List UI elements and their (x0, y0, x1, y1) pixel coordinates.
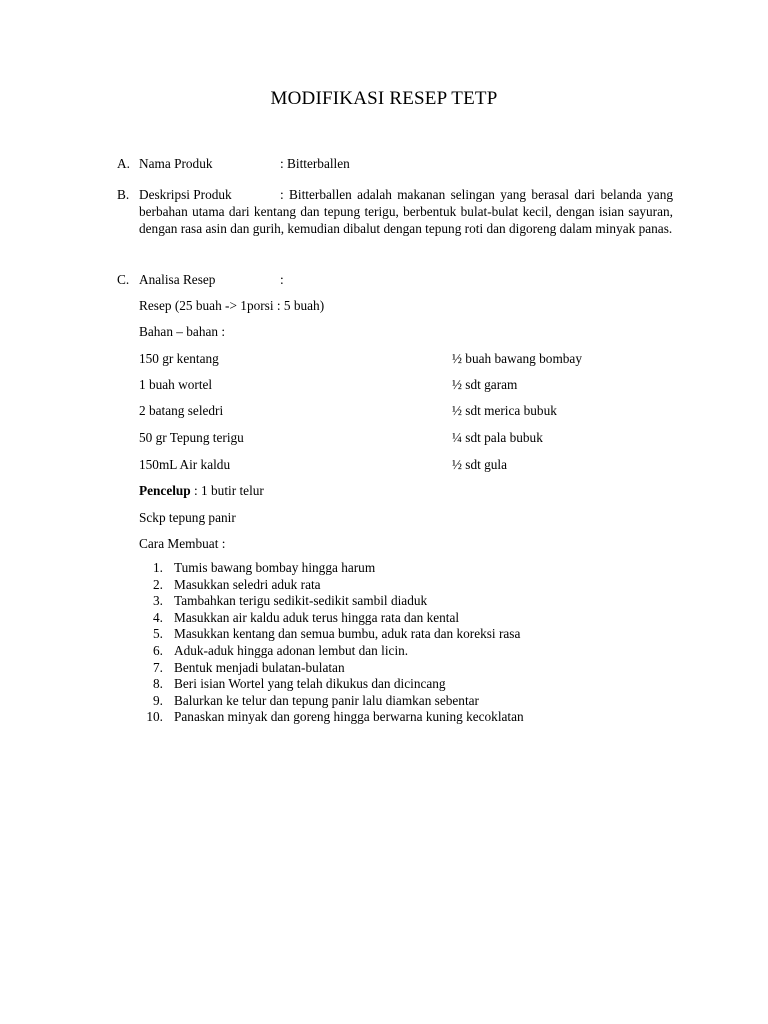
ingredient-left: 150mL Air kaldu (139, 457, 231, 472)
section-a-label: Nama Produk (139, 156, 213, 171)
step-text: Aduk-aduk hingga adonan lembut dan licin. (174, 642, 409, 658)
document-title: MODIFIKASI RESEP TETP (270, 88, 498, 109)
step-number: 3. (153, 593, 163, 609)
step-number: 1. (153, 560, 163, 575)
step-text: Tumis bawang bombay hingga harum (174, 560, 376, 575)
step-number: 7. (153, 659, 163, 675)
ingredient-right: ½ buah bawang bombay (452, 351, 582, 366)
section-c-colon: : (280, 272, 284, 287)
recipe-serving: Resep (25 buah -> 1porsi : 5 buah) (139, 298, 325, 313)
ingredient-left: 50 gr Tepung terigu (139, 430, 244, 445)
ingredients-heading: Bahan – bahan : (139, 324, 226, 339)
ingredient-right: ½ sdt merica bubuk (452, 403, 557, 418)
section-b-description (139, 186, 673, 237)
section-b-label: Deskripsi Produk (139, 187, 232, 202)
step-number: 10. (146, 709, 163, 725)
ingredient-right: ½ sdt gula (452, 457, 508, 472)
dip-value: : 1 butir telur (190, 483, 264, 498)
dip-line (139, 482, 264, 499)
step-text: Balurkan ke telur dan tepung panir lalu diamkan sebentar (174, 692, 479, 708)
ingredient-right: ¼ sdt pala bubuk (452, 430, 543, 445)
step-text: Masukkan kentang dan semua bumbu, aduk rata dan koreksi rasa (174, 626, 521, 642)
step-text: Tambahkan terigu sedikit-sedikit sambil diaduk (174, 593, 428, 609)
ingredient-left: 2 batang seledri (139, 403, 224, 418)
coating-line: Sckp tepung panir (139, 510, 236, 525)
section-b-marker: B. (117, 187, 130, 202)
step-number: 5. (153, 626, 163, 642)
step-number: 8. (153, 676, 163, 692)
section-a-value: : Bitterballen (280, 156, 350, 171)
step-text: Masukkan air kaldu aduk terus hingga rata dan kental (174, 609, 460, 625)
dip-label: Pencelup (139, 483, 191, 498)
section-c-label: Analisa Resep (139, 272, 216, 287)
ingredient-right: ½ sdt garam (452, 377, 518, 392)
section-a-marker: A. (117, 156, 130, 171)
step-number: 4. (153, 609, 163, 625)
ingredient-left: 150 gr kentang (139, 351, 219, 366)
step-number: 9. (153, 692, 163, 708)
step-text: Beri isian Wortel yang telah dikukus dan dicincang (174, 676, 446, 692)
step-text: Bentuk menjadi bulatan-bulatan (174, 659, 345, 675)
method-heading: Cara Membuat : (139, 536, 226, 551)
section-c-marker: C. (117, 272, 130, 287)
ingredient-left: 1 buah wortel (139, 377, 213, 392)
step-number: 6. (153, 642, 163, 658)
section-b-value: : Bitterballen adalah makanan selingan yang berasal dari belanda yang berbahan utama dari kentang dan tepung terigu, berbentuk bulat-bulat kecil, dengan isian sayuran, dengan rasa asin dan gurih, kemudian dibalut dengan tepung roti dan digoreng dalam minyak panas. (139, 187, 673, 236)
step-number: 2. (153, 576, 163, 592)
step-text: Panaskan minyak dan goreng hingga berwarna kuning kecoklatan (174, 709, 524, 725)
step-text: Masukkan seledri aduk rata (174, 576, 321, 592)
